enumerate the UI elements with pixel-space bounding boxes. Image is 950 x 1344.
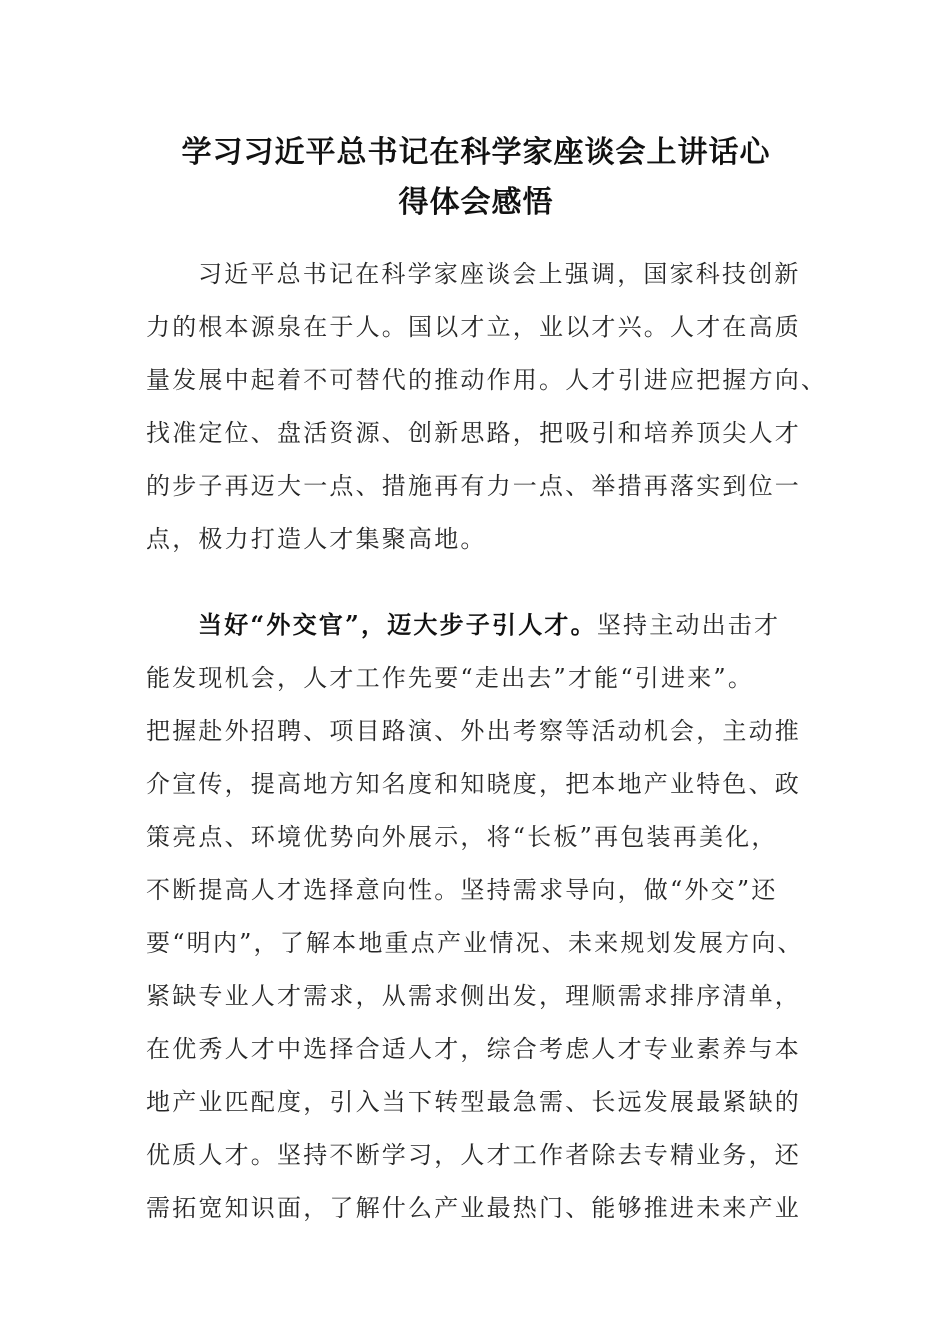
section-line: 在优秀人才中选择合适人才，综合考虑人才专业素养与本 [146,1035,801,1063]
section-paragraph [146,598,806,1235]
section-line: 要“明内”，了解本地重点产业情况、未来规划发展方向、 [146,929,804,957]
section-line: 能发现机会，人才工作先要“走出去”才能“引进来”。 [146,664,755,692]
document-title [146,128,806,228]
section-line: 策亮点、环境优势向外展示，将“长板”再包装再美化， [146,823,778,851]
title-line-2: 得体会感悟 [398,185,554,220]
section-line: 需拓宽知识面，了解什么产业最热门、能够推进未来产业 [146,1194,801,1222]
section-first-line-text: 坚持主动出击才 [596,611,781,639]
intro-line: 习近平总书记在科学家座谈会上强调，国家科技创新 [198,260,801,288]
intro-line: 力的根本源泉在于人。国以才立，业以才兴。人才在高质 [146,313,801,341]
intro-line: 点，极力打造人才集聚高地。 [146,525,487,553]
section-line: 不断提高人才选择意向性。坚持需求导向，做“外交”还 [146,876,778,904]
section-line: 介宣传，提高地方知名度和知晓度，把本地产业特色、政 [146,770,801,798]
section-line: 把握赴外招聘、项目路演、外出考察等活动机会，主动推 [146,717,801,745]
section-first-line [146,598,806,652]
section-line: 紧缺专业人才需求，从需求侧出发，理顺需求排序清单， [146,982,801,1010]
intro-line: 找准定位、盘活资源、创新思路，把吸引和培养顶尖人才 [146,419,801,447]
intro-paragraph [146,248,828,566]
section-line: 地产业匹配度，引入当下转型最急需、长远发展最紧缺的 [146,1088,801,1116]
title-line-1: 学习习近平总书记在科学家座谈会上讲话心 [181,135,771,170]
section-line: 优质人才。坚持不断学习，人才工作者除去专精业务，还 [146,1141,801,1169]
intro-line: 量发展中起着不可替代的推动作用。人才引进应把握方向、 [146,366,828,394]
intro-line: 的步子再迈大一点、措施再有力一点、举措再落实到位一 [146,472,801,500]
section-lead-heading: 当好“外交官”，迈大步子引人才。 [198,610,597,639]
